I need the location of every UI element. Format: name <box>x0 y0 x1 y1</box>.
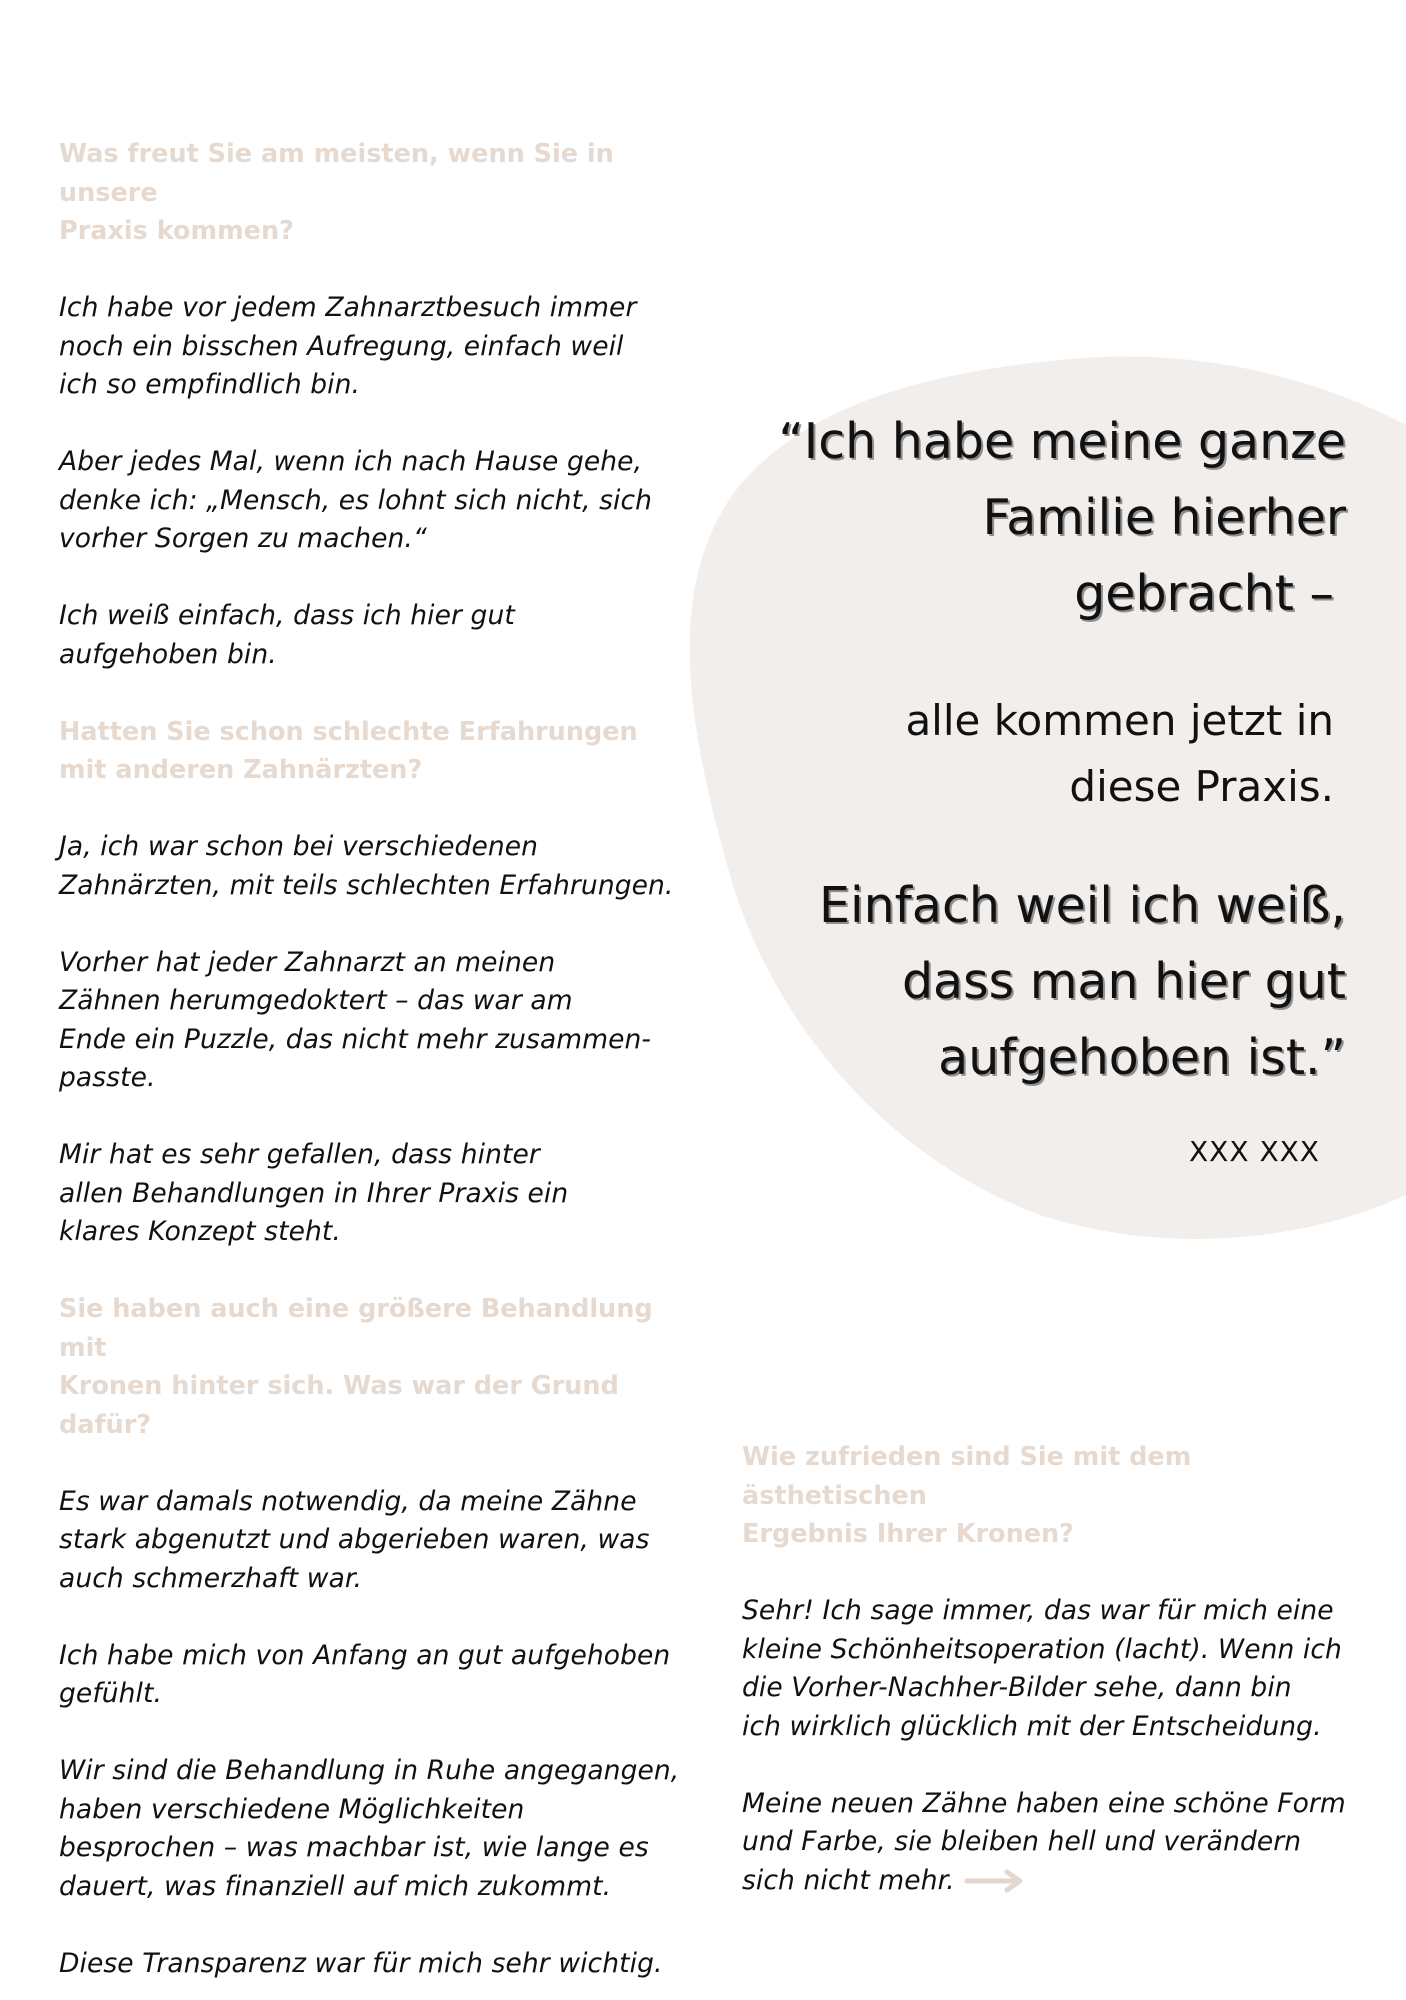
text-line: Diese Transparenz war für mich sehr wichtig. <box>59 1947 663 1979</box>
interview-answer <box>59 443 699 559</box>
paragraph-gap <box>742 1746 1362 1785</box>
text-line: Mir hat es sehr gefallen, dass hinter <box>59 1139 540 1170</box>
paragraph-gap <box>59 674 699 713</box>
text-line: Wie zufrieden sind Sie mit dem ästhetischen <box>742 1442 1192 1511</box>
quote-author: XXX XXX <box>1189 1135 1320 1168</box>
text-line: Was freut Sie am meisten, wenn Sie in unsere <box>59 139 614 208</box>
interview-answer <box>59 1483 699 1599</box>
interview-answer <box>59 1752 699 1906</box>
text-line: Vorher hat jeder Zahnarzt an meinen <box>59 946 556 978</box>
text-line: noch ein bisschen Aufregung, einfach weil <box>59 330 624 362</box>
text-line: ich so empfindlich bin. <box>59 369 361 400</box>
interview-question <box>742 1438 1362 1554</box>
quote-part2 <box>905 688 1334 820</box>
text-line: Ende ein Puzzle, das nicht mehr zusammen- <box>59 1023 652 1055</box>
text-line: auch schmerzhaft war. <box>59 1562 362 1594</box>
text-line: stark abgenutzt und abgerieben waren, was <box>59 1524 650 1555</box>
text-line: klares Konzept steht. <box>59 1216 341 1247</box>
text-line: Zähnen herumgedoktert – das war am <box>59 985 573 1016</box>
interview-answer <box>742 1592 1362 1746</box>
paragraph-gap <box>59 251 699 290</box>
text-line: Es war damals notwendig, da meine Zähne <box>59 1485 637 1517</box>
text-line: Kronen hinter sich. Was war der Grund dafür? <box>59 1371 619 1440</box>
paragraph-gap <box>59 1906 699 1945</box>
paragraph-gap <box>59 1098 699 1137</box>
quote-line: Familie hierher <box>982 489 1346 546</box>
interview-question <box>59 135 699 251</box>
quote-line: dass man hier gut <box>901 953 1346 1010</box>
interview-question <box>59 713 699 790</box>
text-line: Ich habe mich von Anfang an gut aufgehoben <box>59 1639 671 1671</box>
quote-line: diese Praxis. <box>1069 762 1334 811</box>
text-line: Meine neuen Zähne haben eine schöne Form <box>742 1787 1346 1819</box>
text-line: die Vorher-Nachher-Bilder sehe, dann bin <box>742 1672 1292 1703</box>
text-line: Sehr! Ich sage immer, das war für mich eine <box>742 1595 1334 1626</box>
text-line: aufgehoben bin. <box>59 638 277 670</box>
text-line: Ich weiß einfach, dass ich hier gut <box>59 600 515 631</box>
interview-answer <box>59 289 699 405</box>
paragraph-gap <box>59 405 699 444</box>
text-line: allen Behandlungen in Ihrer Praxis ein <box>59 1177 569 1209</box>
text-line <box>742 1862 1362 1901</box>
text-line: Ich habe vor jedem Zahnarztbesuch immer <box>59 292 637 323</box>
text-line: Praxis kommen? <box>59 216 294 246</box>
interview-answer <box>59 1136 699 1252</box>
interview-answer <box>59 1637 699 1714</box>
interview-answer <box>59 597 699 674</box>
text-line: kleine Schönheitsoperation (lacht). Wenn ich <box>742 1633 1342 1665</box>
text-line-content: sich nicht mehr. <box>742 1864 955 1896</box>
text-line: Hatten Sie schon schlechte Erfahrungen <box>59 716 638 747</box>
quote-line: Einfach weil ich weiß, <box>819 877 1346 934</box>
text-line: und Farbe, sie bleiben hell und verändern <box>742 1826 1302 1857</box>
quote-line: “Ich habe meine ganze <box>778 413 1346 470</box>
quote-line: gebracht – <box>1074 565 1334 622</box>
interview-answer <box>59 944 699 1098</box>
interview-question <box>59 1290 699 1444</box>
text-line: vorher Sorgen zu machen.“ <box>59 523 427 554</box>
paragraph-gap <box>742 1554 1362 1593</box>
paragraph-gap <box>59 905 699 944</box>
text-line: Ja, ich war schon bei verschiedenen <box>59 831 539 862</box>
text-line: Wir sind die Behandlung in Ruhe angegangen, <box>59 1755 680 1786</box>
interview-answer <box>742 1785 1362 1901</box>
text-line: Zahnärzten, mit teils schlechten Erfahrungen. <box>59 869 674 901</box>
quote-part3 <box>819 868 1346 1096</box>
text-line: passte. <box>59 1062 156 1093</box>
text-line: haben verschiedene Möglichkeiten <box>59 1793 525 1825</box>
text-line: Aber jedes Mal, wenn ich nach Hause gehe, <box>59 446 643 477</box>
text-line: Ergebnis Ihrer Kronen? <box>742 1519 1074 1549</box>
quote-line: aufgehoben ist.” <box>938 1029 1346 1086</box>
text-line: ich wirklich glücklich mit der Entscheidung. <box>742 1710 1322 1742</box>
paragraph-gap <box>59 559 699 598</box>
interview-answer <box>59 1945 699 1984</box>
quote-part1 <box>778 404 1346 632</box>
text-line: denke ich: „Mensch, es lohnt sich nicht, sich <box>59 484 653 516</box>
interview-left-column <box>59 135 699 1983</box>
arrow-right-icon <box>963 1868 1027 1894</box>
text-line: dauert, was finanziell auf mich zukommt. <box>59 1870 612 1902</box>
text-line: Sie haben auch eine größere Behandlung mit <box>59 1294 653 1363</box>
paragraph-gap <box>59 1444 699 1483</box>
paragraph-gap <box>59 1598 699 1637</box>
text-line: besprochen – was machbar ist, wie lange es <box>59 1832 649 1863</box>
interview-answer <box>59 828 699 905</box>
text-line: gefühlt. <box>59 1678 163 1709</box>
interview-right-column <box>742 1438 1362 1900</box>
paragraph-gap <box>59 790 699 829</box>
quote-line: alle kommen jetzt in <box>905 696 1334 745</box>
text-line: mit anderen Zahnärzten? <box>59 755 423 785</box>
paragraph-gap <box>59 1714 699 1753</box>
paragraph-gap <box>59 1252 699 1291</box>
